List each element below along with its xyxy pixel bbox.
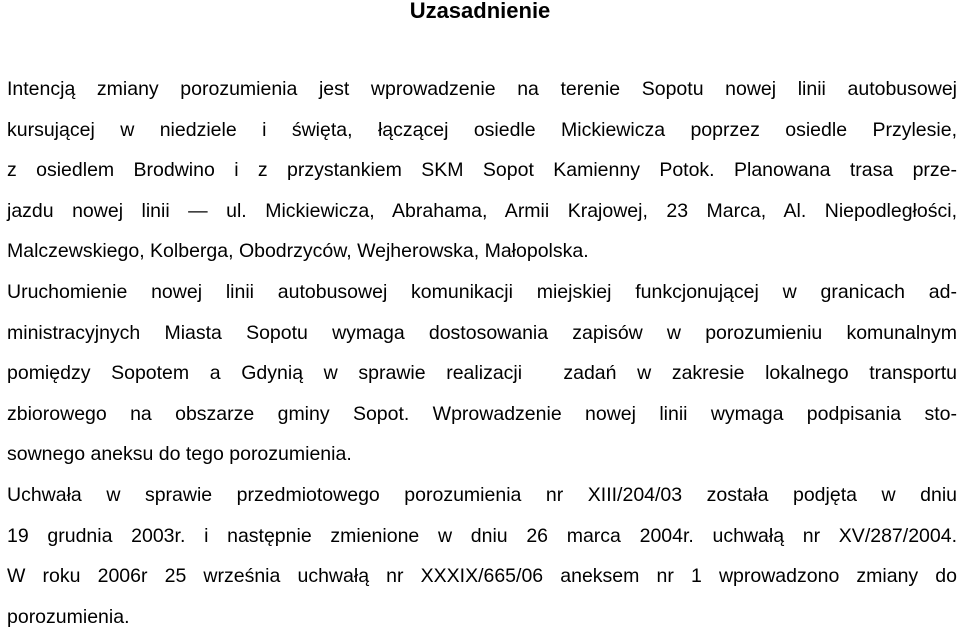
paragraph-line: sownego aneksu do tego porozumienia.: [7, 443, 352, 466]
paragraph-line: Uchwała w sprawie przedmiotowego porozumienia nr XIII/204/03 została podjęta w dniu: [7, 483, 957, 506]
paragraph-line: ministracyjnych Miasta Sopotu wymaga dostosowania zapisów w porozumieniu komunalnym: [7, 321, 957, 344]
paragraph-line: pomiędzy Sopotem a Gdynią w sprawie realizacji zadań w zakresie lokalnego transportu: [7, 362, 957, 385]
paragraph-line: Uruchomienie nowej linii autobusowej komunikacji miejskiej funkcjonującej w granicach ad-: [7, 280, 957, 303]
paragraph-line: z osiedlem Brodwino i z przystankiem SKM Sopot Kamienny Potok. Planowana trasa prze-: [7, 159, 957, 182]
paragraph-line: 19 grudnia 2003r. i następnie zmienione w dniu 26 marca 2004r. uchwałą nr XV/287/2004.: [7, 524, 957, 547]
paragraph-line: Malczewskiego, Kolberga, Obodrzyców, Wejherowska, Małopolska.: [7, 240, 589, 263]
paragraph-line: zbiorowego na obszarze gminy Sopot. Wprowadzenie nowej linii wymaga podpisania sto-: [7, 402, 957, 425]
paragraph-line: jazdu nowej linii — ul. Mickiewicza, Abrahama, Armii Krajowej, 23 Marca, Al. Niepodległości,: [7, 199, 957, 222]
paragraph-line: W roku 2006r 25 września uchwałą nr XXXIX/665/06 aneksem nr 1 wprowadzono zmiany do: [7, 565, 957, 588]
document-title: Uzasadnienie: [409, 0, 551, 23]
paragraph-line: kursującej w niedziele i święta, łączącej osiedle Mickiewicza poprzez osiedle Przylesie,: [7, 118, 957, 141]
paragraph-line: porozumienia.: [7, 605, 130, 628]
paragraph-line: Intencją zmiany porozumienia jest wprowadzenie na terenie Sopotu nowej linii autobusowej: [7, 78, 957, 100]
document-body: [7, 69, 957, 637]
